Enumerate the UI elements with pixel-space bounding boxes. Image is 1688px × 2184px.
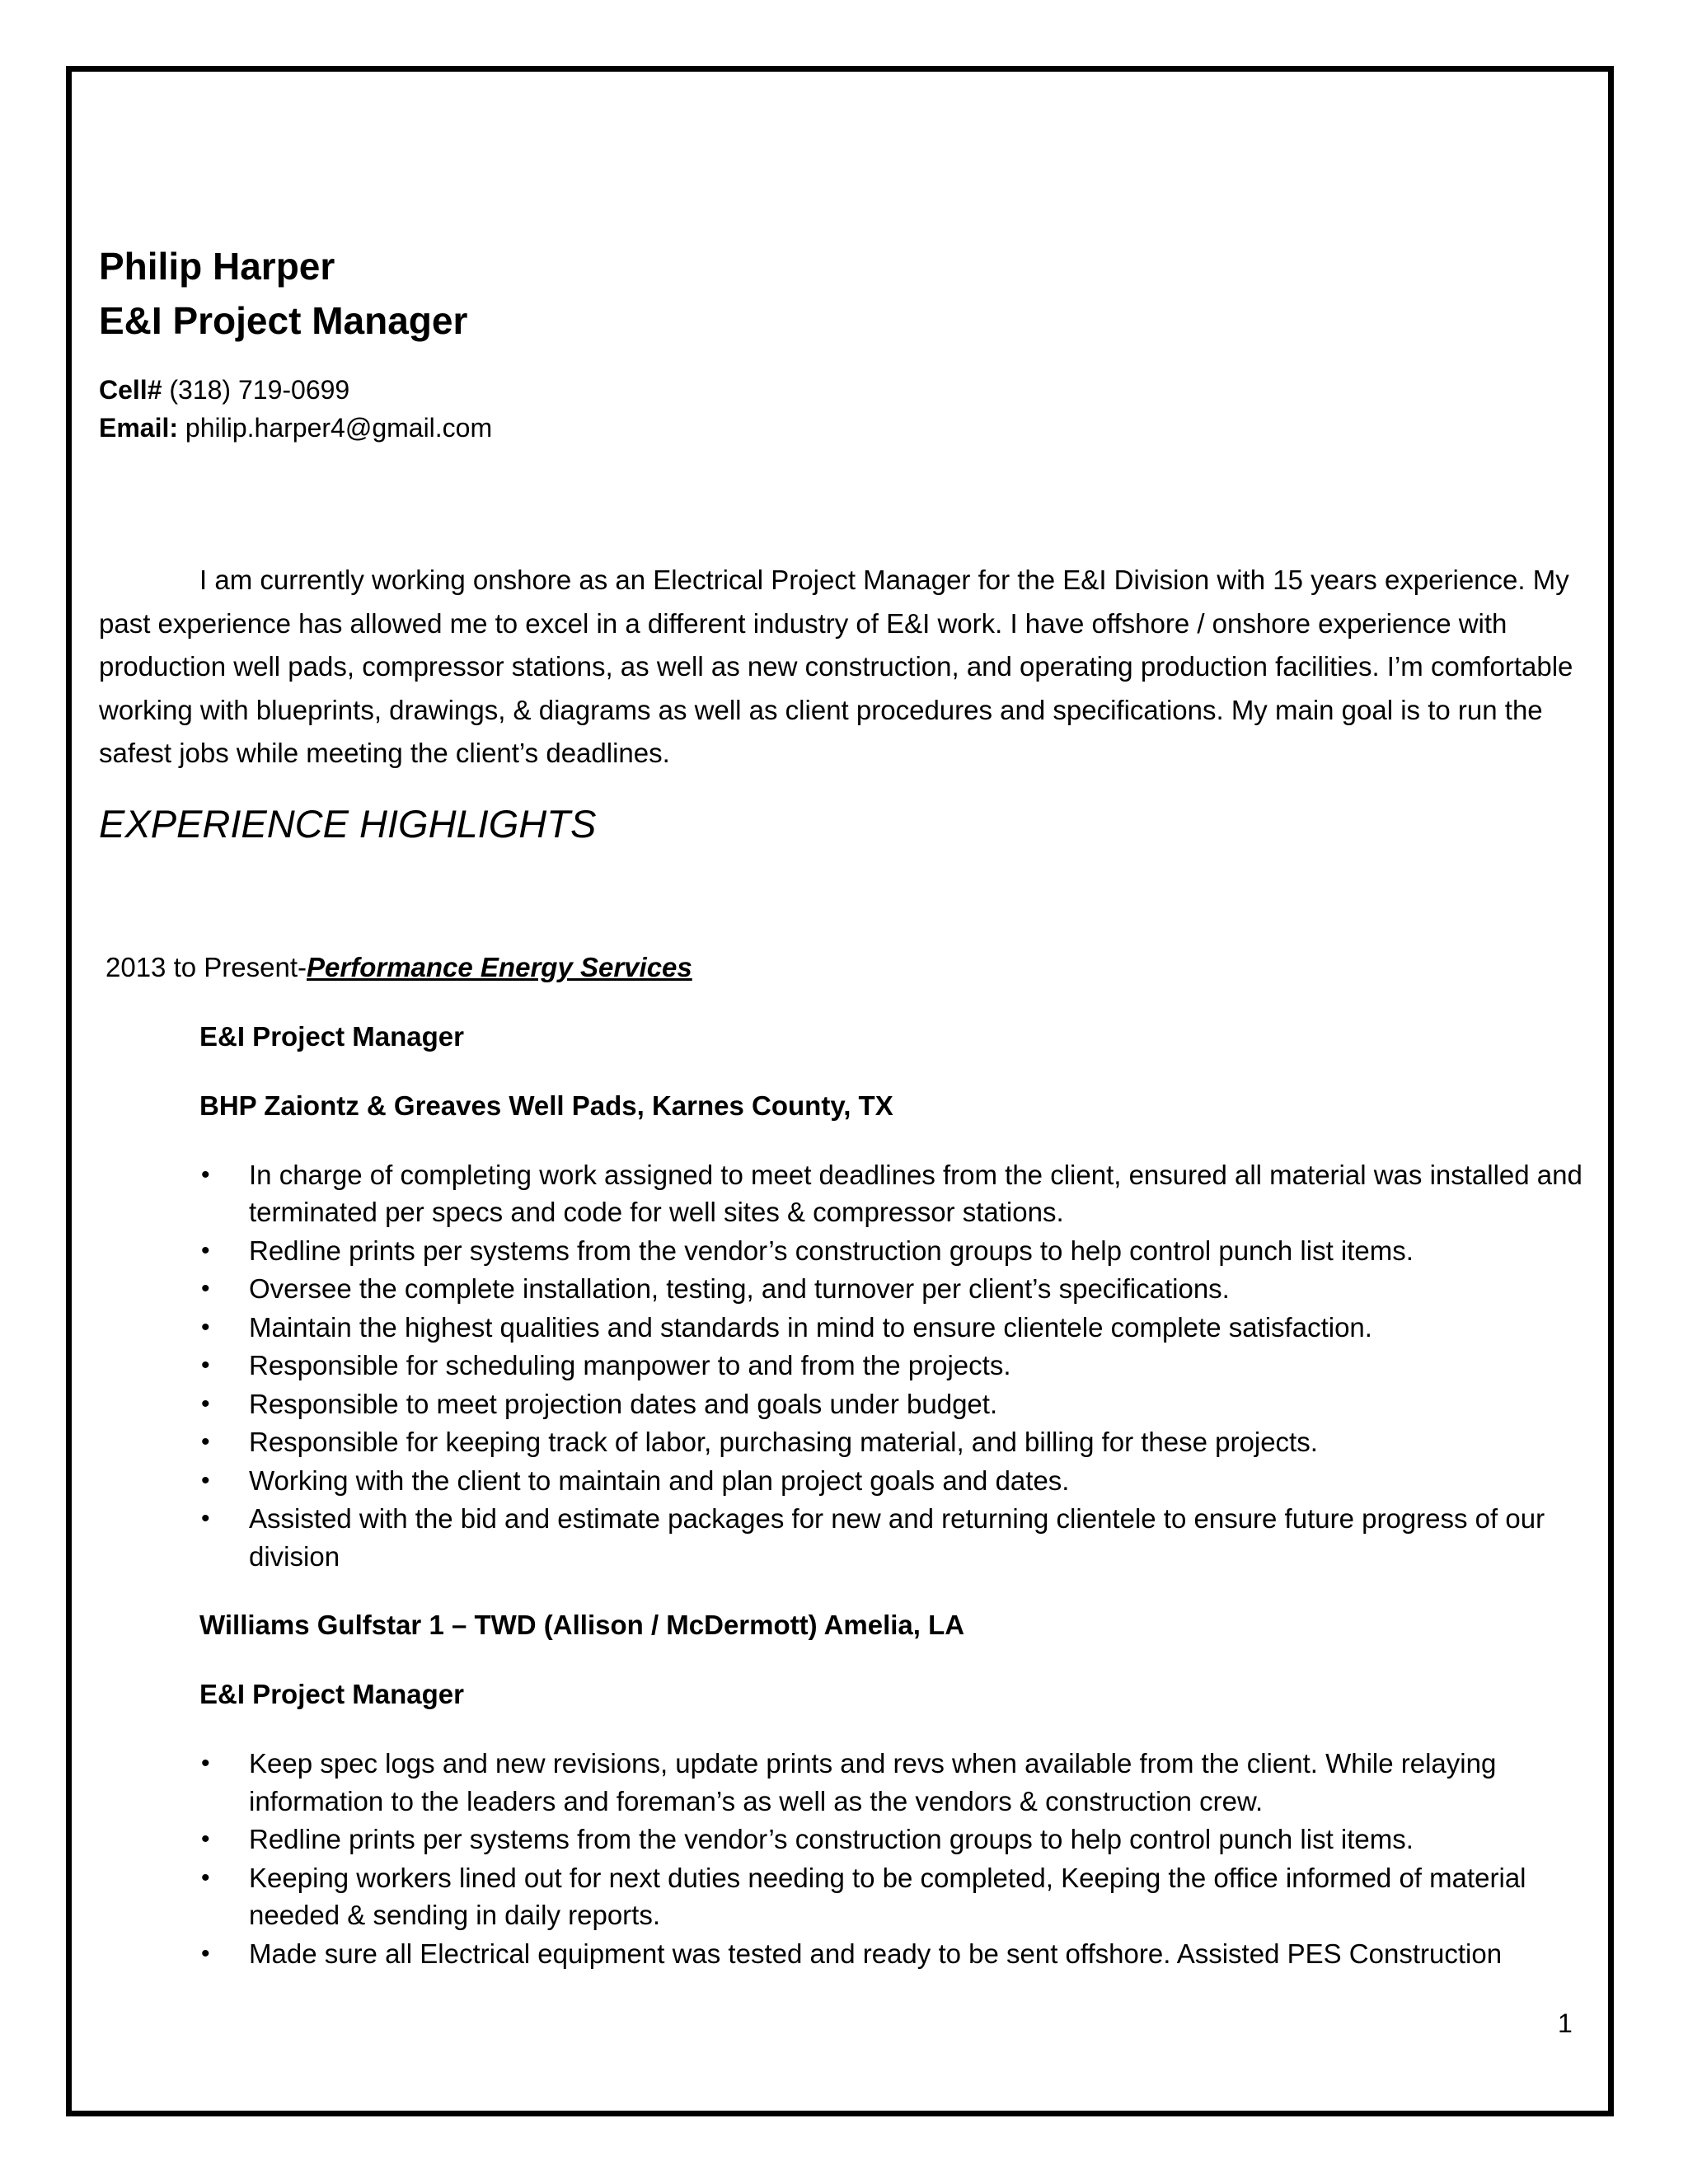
bullet-text: Keeping workers lined out for next duties needing to be completed, Keeping the office informed of material needed & sending in daily reports. bbox=[249, 1862, 1526, 1930]
candidate-name: Philip Harper bbox=[99, 245, 335, 288]
bullet-icon: • bbox=[201, 1428, 210, 1455]
bullet-text: Responsible for keeping track of labor, purchasing material, and billing for these projects. bbox=[249, 1427, 1318, 1457]
bullet-icon: • bbox=[201, 1352, 210, 1379]
resume-content bbox=[99, 239, 1591, 1973]
cell-label: Cell# bbox=[99, 375, 162, 405]
bullet-text: Keep spec logs and new revisions, update prints and revs when available from the client. While relaying information to the leaders and foreman’s as well as the vendors & construction crew. bbox=[249, 1748, 1497, 1816]
bullet-text: Redline prints per systems from the vendor’s construction groups to help control punch list items. bbox=[249, 1235, 1414, 1266]
project2-bullet-list bbox=[99, 1745, 1591, 1972]
contact-block bbox=[99, 371, 1591, 447]
job-line bbox=[106, 949, 1591, 987]
list-item bbox=[99, 1462, 1591, 1500]
bullet-icon: • bbox=[201, 1939, 210, 1967]
list-item bbox=[99, 1347, 1591, 1385]
list-item bbox=[99, 1859, 1591, 1934]
list-item bbox=[99, 1745, 1591, 1820]
list-item bbox=[99, 1423, 1591, 1461]
bullet-icon: • bbox=[201, 1825, 210, 1853]
section-heading: EXPERIENCE HIGHLIGHTS bbox=[99, 801, 597, 846]
bullet-icon: • bbox=[201, 1466, 210, 1494]
bullet-icon: • bbox=[201, 1313, 210, 1341]
bullet-icon: • bbox=[201, 1160, 210, 1188]
job-period: 2013 to Present- bbox=[106, 951, 307, 982]
list-item bbox=[99, 1500, 1591, 1575]
bullet-text: In charge of completing work assigned to meet deadlines from the client, ensured all material was installed and terminated per specs and code for well sites & compressor stations. bbox=[249, 1159, 1582, 1227]
list-item bbox=[99, 1309, 1591, 1347]
cell-value: (318) 719-0699 bbox=[169, 375, 350, 405]
bullet-icon: • bbox=[201, 1750, 210, 1777]
bullet-text: Redline prints per systems from the vendor’s construction groups to help control punch list items. bbox=[249, 1824, 1414, 1854]
bullet-text: Working with the client to maintain and plan project goals and dates. bbox=[249, 1465, 1070, 1496]
bullet-icon: • bbox=[201, 1863, 210, 1891]
bullet-text: Assisted with the bid and estimate packages for new and returning clientele to ensure future progress of our division bbox=[249, 1503, 1545, 1572]
list-item bbox=[99, 1385, 1591, 1423]
project1-role: E&I Project Manager bbox=[199, 1020, 464, 1052]
bullet-text: Oversee the complete installation, testing, and turnover per client’s specifications. bbox=[249, 1273, 1230, 1304]
bullet-text: Maintain the highest qualities and standards in mind to ensure clientele complete satisfaction. bbox=[249, 1311, 1372, 1343]
page-number: 1 bbox=[1558, 2008, 1573, 2038]
email-line bbox=[99, 409, 1591, 447]
email-label: Email: bbox=[99, 413, 179, 443]
bullet-text: Responsible to meet projection dates and goals under budget. bbox=[249, 1388, 998, 1419]
email-value: philip.harper4@gmail.com bbox=[185, 413, 493, 443]
bullet-icon: • bbox=[201, 1390, 210, 1418]
project2-role: E&I Project Manager bbox=[199, 1679, 464, 1709]
project1-bullet-list bbox=[99, 1156, 1591, 1576]
summary-paragraph: I am currently working onshore as an Electrical Project Manager for the E&I Division with 15 years experience. My past experience has allowed me to excel in a different industry of E&I work. I have offshore / onshore experience with production well pads, compressor stations, as well as new construction, and operating production facilities. I’m comfortable working with blueprints, drawings, & diagrams as well as client procedures and specifications. My main goal is to run the safest jobs while meeting the client’s deadlines. bbox=[99, 565, 1573, 768]
list-item bbox=[99, 1821, 1591, 1858]
bullet-icon: • bbox=[201, 1236, 210, 1264]
list-item bbox=[99, 1270, 1591, 1308]
project2-location: Williams Gulfstar 1 – TWD (Allison / McDermott) Amelia, LA bbox=[199, 1610, 965, 1640]
list-item bbox=[99, 1232, 1591, 1270]
project1-location: BHP Zaiontz & Greaves Well Pads, Karnes County, TX bbox=[199, 1090, 893, 1121]
list-item bbox=[99, 1156, 1591, 1231]
candidate-title: E&I Project Manager bbox=[99, 299, 468, 342]
bullet-icon: • bbox=[201, 1505, 210, 1532]
list-item bbox=[99, 1935, 1591, 1973]
bullet-text: Made sure all Electrical equipment was tested and ready to be sent offshore. Assisted PES Construction bbox=[249, 1938, 1503, 1969]
bullet-icon: • bbox=[201, 1275, 210, 1302]
company-name: Performance Energy Services bbox=[307, 951, 692, 982]
cell-line bbox=[99, 371, 1591, 409]
bullet-text: Responsible for scheduling manpower to and from the projects. bbox=[249, 1350, 1011, 1380]
